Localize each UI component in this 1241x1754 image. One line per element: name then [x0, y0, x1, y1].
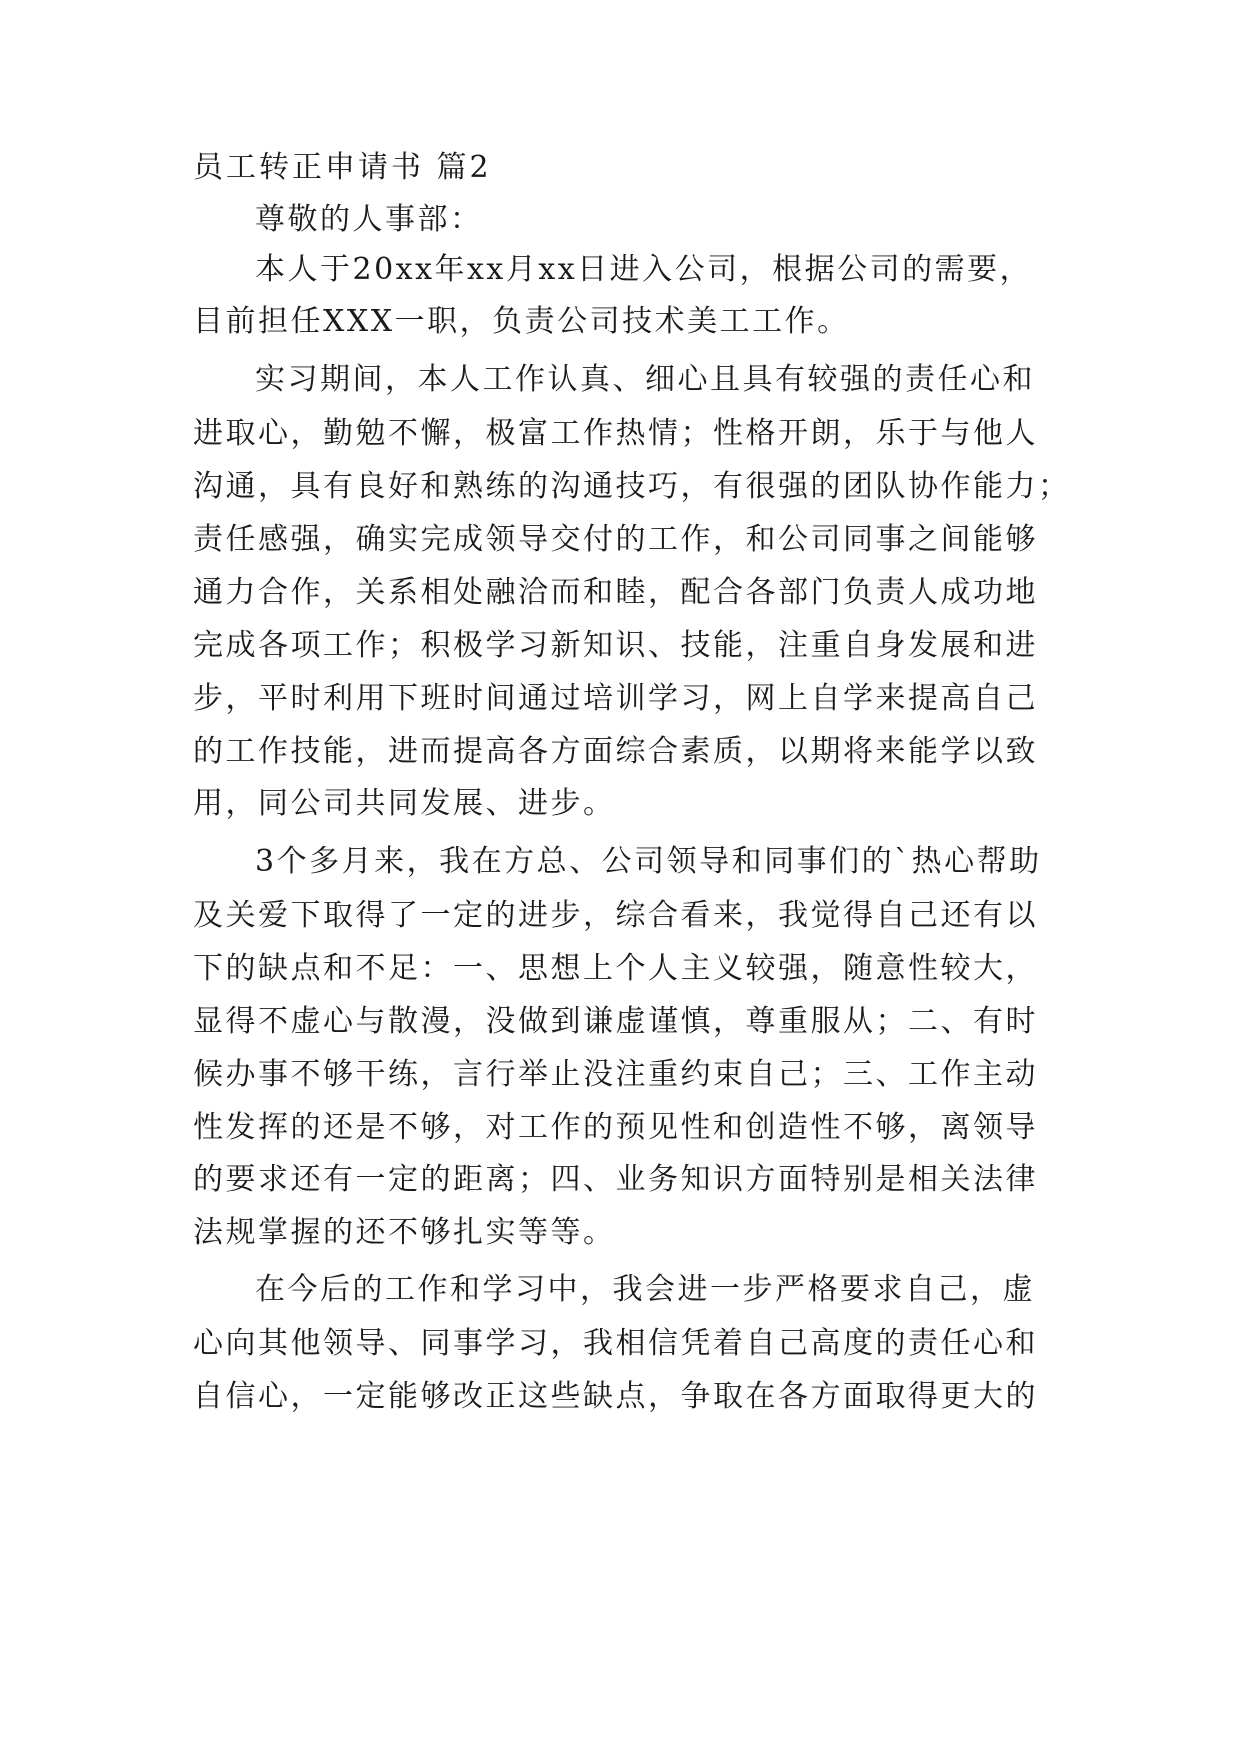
salutation: 尊敬的人事部：	[255, 202, 483, 237]
paragraph-4-line-1: 在今后的工作和学习中，我会进一步严格要求自己，虚	[255, 1272, 1035, 1307]
paragraph-3-line-3: 下的缺点和不足：一、思想上个人主义较强，随意性较大，	[193, 951, 1038, 986]
paragraph-1-line-2: 目前担任XXX一职，负责公司技术美工工作。	[193, 304, 850, 339]
paragraph-1-line-1: 本人于20xx年xx月xx日进入公司，根据公司的需要，	[255, 252, 1033, 287]
paragraph-4-line-3: 自信心，一定能够改正这些缺点，争取在各方面取得更大的	[193, 1379, 1038, 1414]
paragraph-3-line-6: 性发挥的还是不够，对工作的预见性和创造性不够，离领导	[193, 1110, 1038, 1145]
paragraph-3-line-7: 的要求还有一定的距离；四、业务知识方面特别是相关法律	[193, 1162, 1038, 1197]
paragraph-3-line-1: 3个多月来，我在方总、公司领导和同事们的`热心帮助	[255, 844, 1042, 879]
paragraph-2-line-7: 步，平时利用下班时间通过培训学习，网上自学来提高自己	[193, 681, 1038, 716]
paragraph-3-line-8: 法规掌握的还不够扎实等等。	[193, 1215, 616, 1250]
paragraph-2-line-1: 实习期间，本人工作认真、细心且具有较强的责任心和	[255, 362, 1035, 397]
paragraph-2-line-3: 沟通，具有良好和熟练的沟通技巧，有很强的团队协作能力；	[193, 469, 1071, 504]
paragraph-4-line-2: 心向其他领导、同事学习，我相信凭着自己高度的责任心和	[193, 1326, 1038, 1361]
document-title: 员工转正申请书 篇2	[193, 150, 492, 185]
paragraph-3-line-4: 显得不虚心与散漫，没做到谦虚谨慎，尊重服从；二、有时	[193, 1004, 1038, 1039]
paragraph-3-line-2: 及关爱下取得了一定的进步，综合看来，我觉得自己还有以	[193, 898, 1038, 933]
paragraph-2-line-6: 完成各项工作；积极学习新知识、技能，注重自身发展和进	[193, 628, 1038, 663]
paragraph-2-line-2: 进取心，勤勉不懈，极富工作热情；性格开朗，乐于与他人	[193, 416, 1038, 451]
paragraph-2-line-9: 用，同公司共同发展、进步。	[193, 786, 616, 821]
paragraph-2-line-8: 的工作技能，进而提高各方面综合素质，以期将来能学以致	[193, 734, 1038, 769]
paragraph-2-line-5: 通力合作，关系相处融洽而和睦，配合各部门负责人成功地	[193, 575, 1038, 610]
paragraph-2-line-4: 责任感强，确实完成领导交付的工作，和公司同事之间能够	[193, 522, 1038, 557]
paragraph-3-line-5: 候办事不够干练，言行举止没注重约束自己；三、工作主动	[193, 1057, 1038, 1092]
